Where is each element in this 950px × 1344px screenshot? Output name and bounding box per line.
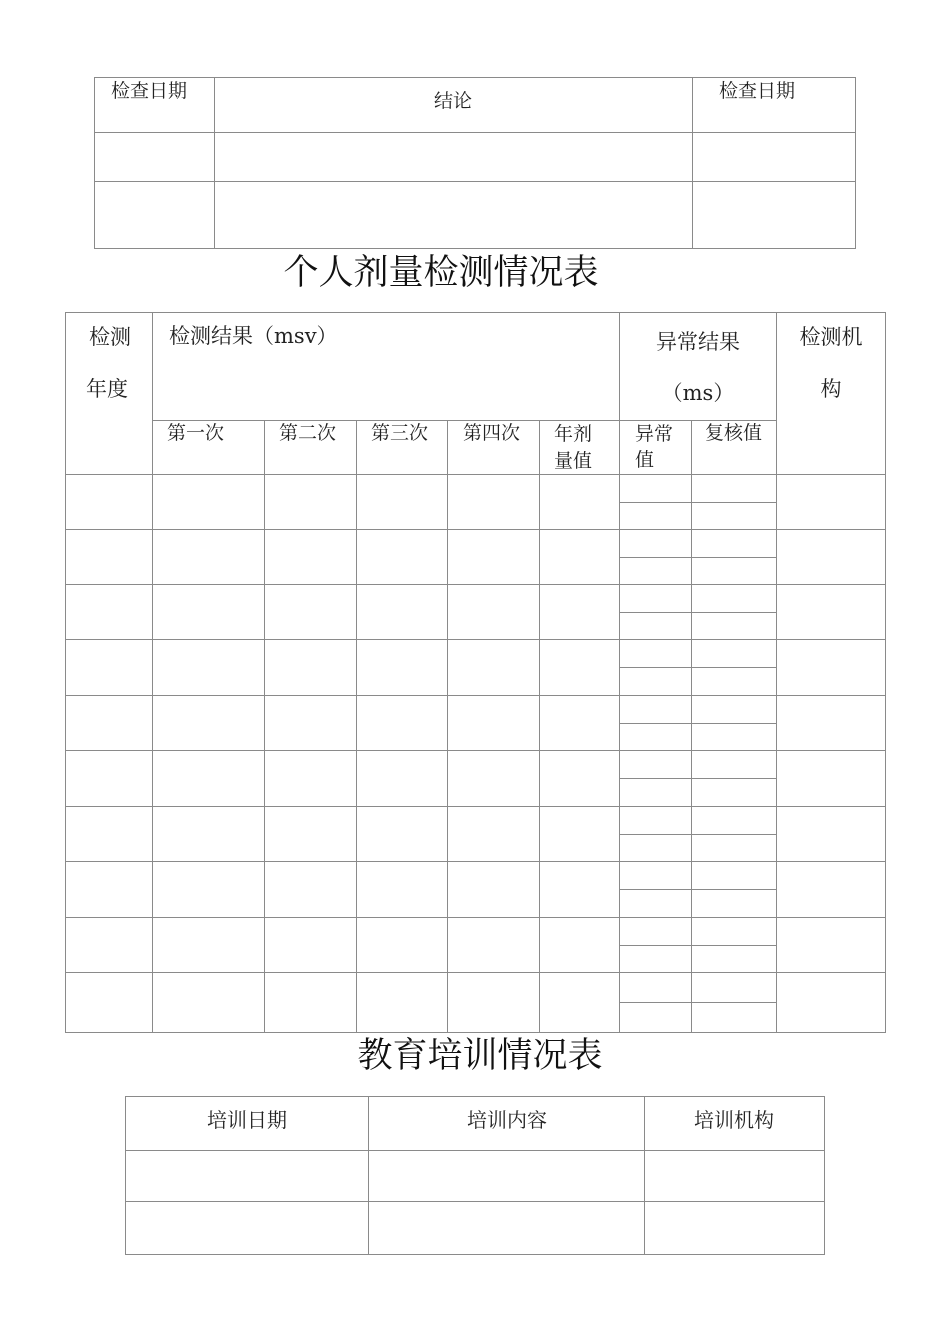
row-split-divider [619,889,776,890]
header-year-line2: 年度 [86,377,128,401]
training-table-title: 教育培训情况表 [357,1036,603,1076]
header-org-line2: 构 [820,377,842,401]
subheader-abnormal-line1: 异常 [635,423,674,445]
subheader-annual-line2: 量值 [554,450,593,472]
header-training-date: 培训日期 [207,1108,287,1132]
row-split-divider [619,1002,776,1003]
header-abnormal-line2: （ms） [661,381,735,405]
header-conclusion: 结论 [433,90,473,112]
row-split-divider [619,502,776,503]
subheader-fourth: 第四次 [463,422,521,444]
header-abnormal-line1: 异常结果 [656,330,740,354]
row-split-divider [619,945,776,946]
row-split-divider [619,834,776,835]
row-divider [65,639,886,640]
subheader-review: 复核值 [705,422,763,444]
header-org-line1: 检测机 [799,325,863,349]
row-split-divider [619,612,776,613]
subheader-third: 第三次 [371,422,429,444]
header-training-org: 培训机构 [694,1108,774,1132]
row-split-divider [619,557,776,558]
row-divider [65,972,886,973]
row-split-divider [619,667,776,668]
header-result: 检测结果（msv） [169,324,338,348]
row-divider [65,695,886,696]
row-split-divider [619,778,776,779]
row-divider [65,806,886,807]
row-divider [65,584,886,585]
subheader-first: 第一次 [167,422,225,444]
header-inspection-date-2: 检查日期 [719,80,796,102]
header-inspection-date: 检查日期 [111,80,188,102]
header-training-content: 培训内容 [467,1108,547,1132]
dose-table-title: 个人剂量检测情况表 [283,253,599,293]
row-divider [65,861,886,862]
subheader-abnormal-line2: 值 [635,449,655,471]
header-year-line1: 检测 [89,325,131,349]
row-split-divider [619,723,776,724]
subheader-second: 第二次 [279,422,337,444]
row-divider [65,529,886,530]
subheader-annual-line1: 年剂 [554,423,593,445]
row-divider [65,917,886,918]
row-divider [65,1032,886,1033]
row-divider [65,750,886,751]
